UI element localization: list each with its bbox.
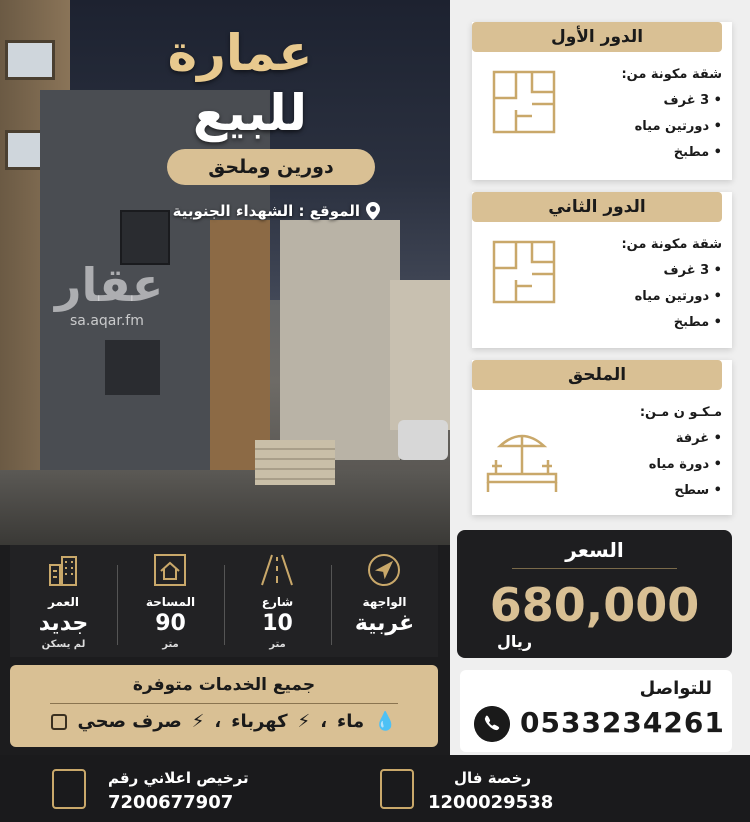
floor-item: • 3 غرف	[522, 88, 722, 114]
fal-license	[380, 765, 554, 815]
compass-icon	[367, 553, 401, 587]
stat-area	[117, 545, 224, 657]
stat-facade	[331, 545, 438, 657]
fal-value: 1200029538	[428, 792, 554, 813]
water-drop-icon: 💧	[374, 711, 397, 732]
footer	[0, 755, 750, 822]
phone-icon[interactable]	[474, 706, 510, 742]
annex-item: • سطح	[522, 478, 722, 504]
floor-card-first	[472, 22, 732, 180]
price-label: السعر	[565, 538, 624, 562]
stats-panel	[10, 545, 438, 657]
services-list	[10, 711, 438, 732]
floor-item: • 3 غرف	[522, 258, 722, 284]
rooftop-umbrella-icon	[484, 422, 560, 494]
price-value: 680,000	[489, 578, 700, 632]
land-area-icon	[153, 553, 187, 587]
ad-label: ترخيص اعلاني رقم	[108, 769, 249, 787]
stairs	[255, 440, 335, 485]
certificate-icon	[380, 769, 414, 809]
fal-label: رخصة فال	[454, 769, 532, 787]
sewage-icon	[51, 714, 67, 730]
floor-item: • مطبخ	[522, 140, 722, 166]
hero-subtitle: دورين وملحق	[167, 149, 375, 185]
services-title: جميع الخدمات متوفرة	[132, 675, 316, 695]
service-separator: ،	[320, 711, 328, 732]
stat-unit: متر	[162, 639, 179, 650]
stat-label: الواجهة	[362, 595, 407, 609]
divider	[512, 568, 677, 569]
far-building	[390, 280, 450, 430]
divider	[117, 565, 118, 645]
stat-unit: لم يسكن	[41, 639, 86, 650]
price-currency: ريال	[497, 632, 533, 651]
stat-unit: متر	[269, 639, 286, 650]
wood-stripe	[210, 220, 270, 470]
ad-license	[52, 765, 252, 815]
stat-value: جديد	[38, 611, 89, 636]
ad-value: 7200677907	[108, 792, 234, 813]
floor-title: الدور الأول	[472, 22, 722, 52]
service-item: ماء	[337, 711, 365, 732]
buildings-icon	[46, 553, 80, 587]
floor-intro: شقة مكونة من:	[621, 67, 722, 82]
floor-card-second	[472, 192, 732, 348]
price-box	[457, 530, 732, 658]
stat-street	[224, 545, 331, 657]
contact-phone[interactable]: 0533234261	[520, 706, 725, 739]
stat-label: شارع	[261, 595, 294, 609]
annex-item: • دورة مياه	[522, 452, 722, 478]
annex-card	[472, 360, 732, 515]
stat-label: العمر	[48, 595, 79, 609]
annex-title: الملحق	[472, 360, 722, 390]
floor-item: • دورتين مياه	[522, 114, 722, 140]
stat-value: 10	[262, 611, 293, 636]
floor-item: • دورتين مياه	[522, 284, 722, 310]
street	[0, 470, 450, 545]
window	[105, 340, 160, 395]
certificate-icon	[52, 769, 86, 809]
contact-label: للتواصل	[639, 678, 712, 699]
stat-value: غربية	[354, 611, 415, 636]
floorplan-icon	[492, 70, 556, 134]
stat-value: 90	[155, 611, 186, 636]
watermark-url: sa.aqar.fm	[70, 313, 144, 329]
hero-title-line2: للبيع	[192, 84, 308, 142]
annex-intro: مـكـو ن مـن:	[639, 405, 722, 420]
floor-title: الدور الثاني	[472, 192, 722, 222]
road-icon	[260, 553, 294, 587]
contact-box[interactable]	[460, 670, 732, 752]
lightning-icon: ⚡	[297, 711, 311, 732]
divider	[224, 565, 225, 645]
floor-intro: شقة مكونة من:	[621, 237, 722, 252]
neighbor-building	[280, 220, 400, 460]
service-item: صرف صحي	[77, 711, 182, 732]
map-pin-icon	[366, 202, 380, 220]
location	[160, 198, 380, 224]
annex-item: • غرفة	[522, 426, 722, 452]
car	[398, 420, 448, 460]
hero-title-line1: عمارة	[167, 24, 313, 82]
divider	[50, 703, 398, 704]
floorplan-icon	[492, 240, 556, 304]
floor-item: • مطبخ	[522, 310, 722, 336]
divider	[331, 565, 332, 645]
window	[5, 40, 55, 80]
service-item: كهرباء	[231, 711, 288, 732]
service-separator: ،	[214, 711, 222, 732]
stat-label: المساحة	[145, 595, 196, 609]
stat-age	[10, 545, 117, 657]
services-box	[10, 665, 438, 747]
lightning-icon: ⚡	[191, 711, 205, 732]
watermark-brand: عقار	[55, 258, 164, 312]
location-text: الموقع : الشهداء الجنوبية	[172, 202, 360, 220]
